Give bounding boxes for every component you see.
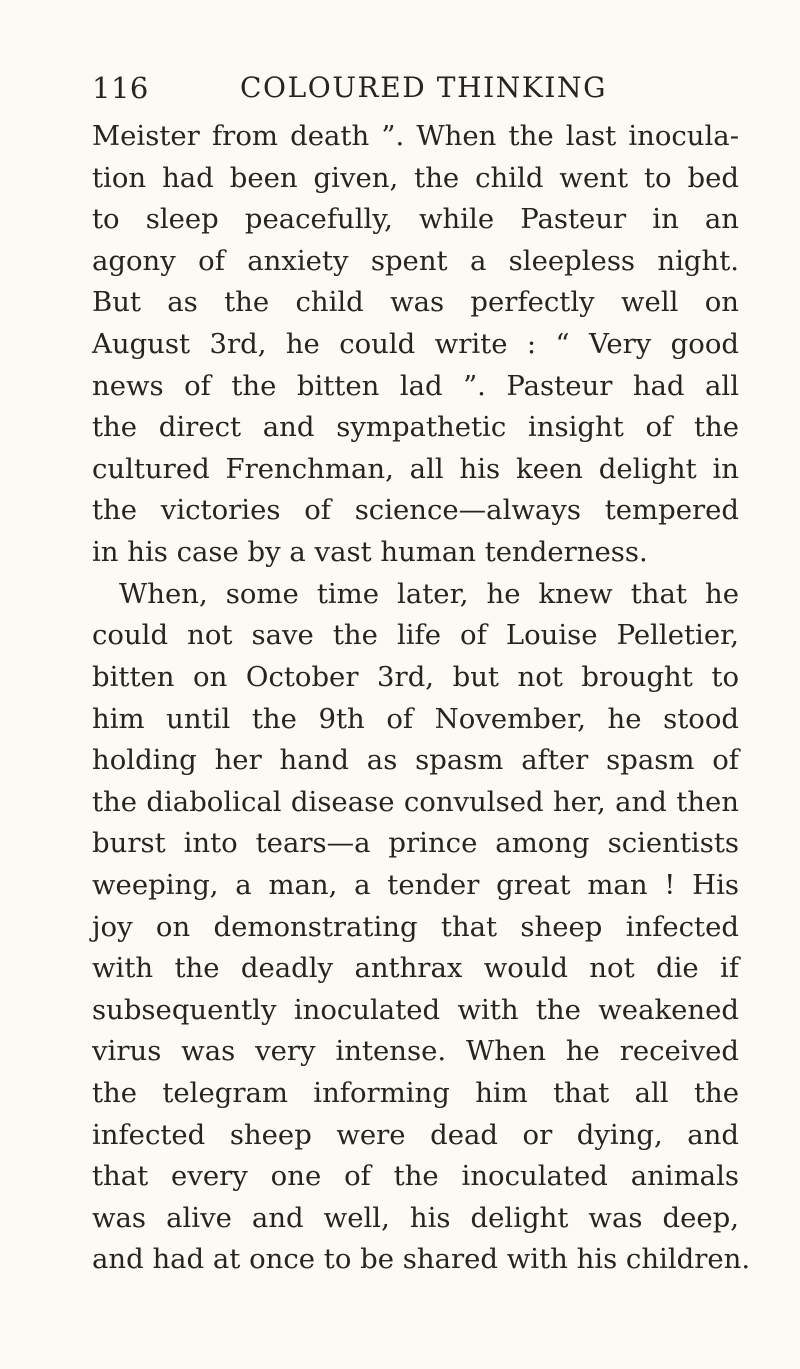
text-line: bitten on October 3rd, but not brought to xyxy=(92,660,739,693)
text-line: burst into tears—a prince among scientists xyxy=(92,827,739,860)
body-text xyxy=(92,116,751,1281)
text-line: subsequently inoculated with the weakened xyxy=(92,993,739,1026)
text-line: to sleep peacefully, while Pasteur in an xyxy=(92,203,739,236)
text-line: the diabolical disease convulsed her, and then xyxy=(92,785,739,818)
text-line: and had at once to be shared with his children. xyxy=(92,1243,751,1276)
text-line: agony of anxiety spent a sleepless night. xyxy=(92,244,739,277)
text-line: could not save the life of Louise Pelletier, xyxy=(92,619,739,652)
paragraph-start-line: When, some time later, he knew that he xyxy=(119,577,739,610)
text-line: tion had been given, the child went to bed xyxy=(92,161,739,194)
text-line: joy on demonstrating that sheep infected xyxy=(92,910,739,943)
text-line: infected sheep were dead or dying, and xyxy=(92,1118,739,1151)
text-line: him until the 9th of November, he stood xyxy=(92,702,739,735)
text-line: that every one of the inoculated animals xyxy=(92,1160,739,1193)
text-line: August 3rd, he could write : “ Very good xyxy=(92,328,739,361)
text-line: the direct and sympathetic insight of the xyxy=(92,411,739,444)
text-line: weeping, a man, a tender great man ! His xyxy=(92,868,739,901)
running-title: COLOURED THINKING xyxy=(240,71,608,104)
text-line: with the deadly anthrax would not die if xyxy=(92,952,739,985)
text-line: the victories of science—always tempered xyxy=(92,494,739,527)
text-line: virus was very intense. When he received xyxy=(92,1035,739,1068)
text-line: news of the bitten lad ”. Pasteur had all xyxy=(92,369,739,402)
text-line: Meister from death ”. When the last inocula- xyxy=(92,120,739,152)
page-number: 116 xyxy=(92,71,149,105)
page-header xyxy=(92,68,739,108)
text-line: in his case by a vast human tenderness. xyxy=(92,536,648,569)
text-line: cultured Frenchman, all his keen delight in xyxy=(92,452,739,485)
text-line: But as the child was perfectly well on xyxy=(92,286,739,319)
text-line: was alive and well, his delight was deep, xyxy=(92,1201,739,1234)
text-line: holding her hand as spasm after spasm of xyxy=(92,744,739,777)
text-line: the telegram informing him that all the xyxy=(92,1077,739,1110)
